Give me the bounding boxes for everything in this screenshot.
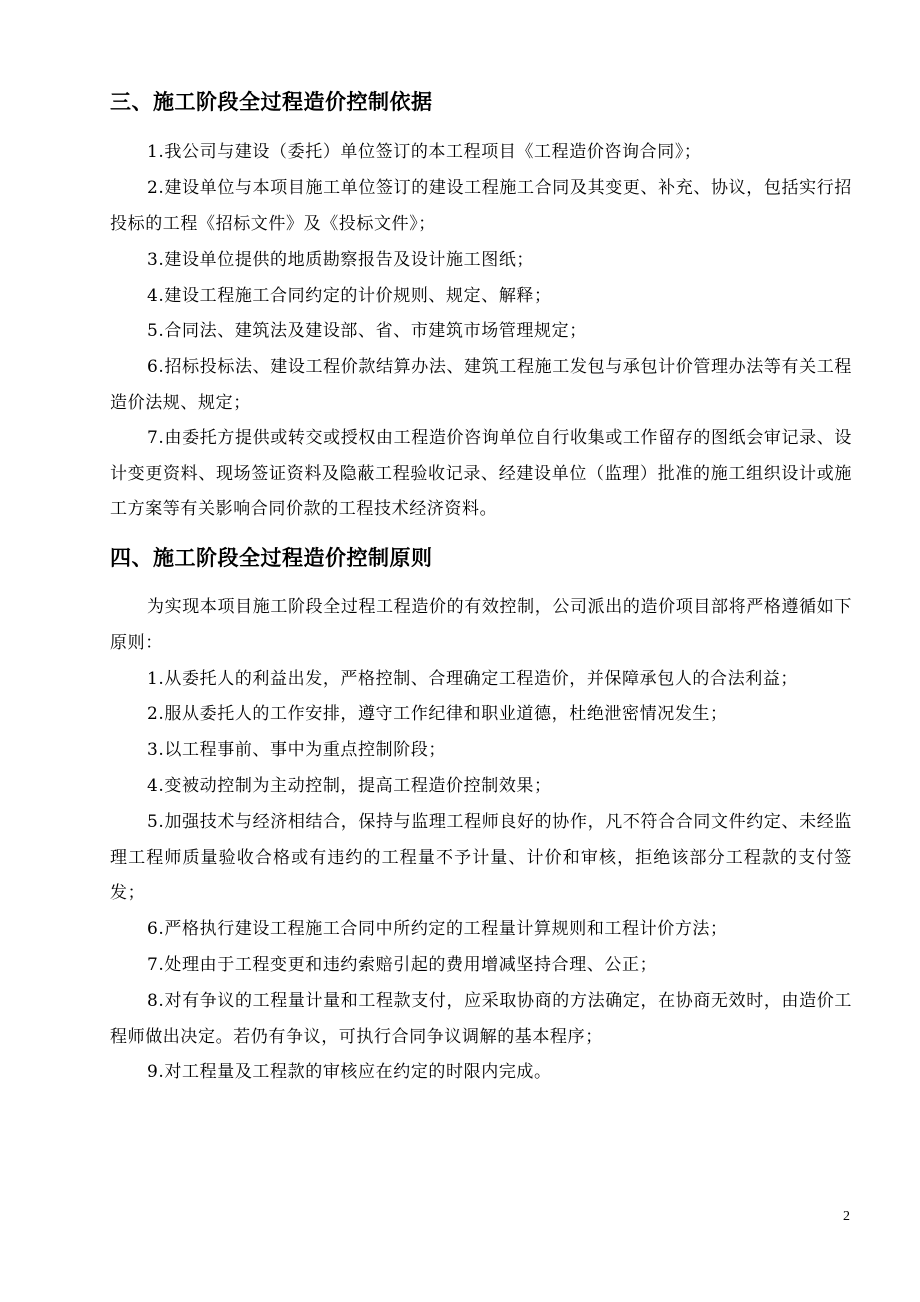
section-4-item-3: 3.以工程事前、事中为重点控制阶段； (147, 740, 447, 760)
section-3-item-6: 6.招标投标法、建设工程价款结算办法、建筑工程施工发包与承包计价管理办法等有关工程造价法规、规定； (110, 357, 852, 413)
section-3-item-7: 7.由委托方提供或转交或授权由工程造价咨询单位自行收集或工作留存的图纸会审记录、设计变更资料、现场签证资料及隐蔽工程验收记录、经建设单位（监理）批准的施工组织设计或施工方案等有关影响合同价款的工程技术经济资料。 (110, 428, 852, 519)
section-4-heading: 四、施工阶段全过程造价控制原则 (110, 546, 433, 570)
section-3-item-3: 3.建设单位提供的地质勘察报告及设计施工图纸； (147, 250, 535, 270)
section-4-item-9: 9.对工程量及工程款的审核应在约定的时限内完成。 (147, 1062, 552, 1082)
section-3-item-4: 4.建设工程施工合同约定的计价规则、规定、解释； (147, 286, 552, 306)
section-4-item-8: 8.对有争议的工程量计量和工程款支付，应采取协商的方法确定，在协商无效时，由造价工程师做出决定。若仍有争议，可执行合同争议调解的基本程序； (110, 991, 852, 1047)
section-3-item-2: 2.建设单位与本项目施工单位签订的建设工程施工合同及其变更、补充、协议，包括实行招投标的工程《招标文件》及《投标文件》； (110, 178, 852, 234)
section-4-item-5: 5.加强技术与经济相结合，保持与监理工程师良好的协作，凡不符合合同文件约定、未经监理工程师质量验收合格或有违约的工程量不予计量、计价和审核，拒绝该部分工程款的支付签发； (110, 812, 852, 903)
page-number: 2 (843, 1209, 850, 1224)
section-4-item-4: 4.变被动控制为主动控制，提高工程造价控制效果； (147, 776, 552, 796)
section-4-item-2: 2.服从委托人的工作安排，遵守工作纪律和职业道德，杜绝泄密情况发生； (147, 704, 728, 724)
section-3-heading: 三、施工阶段全过程造价控制依据 (110, 90, 433, 114)
section-3-item-1: 1.我公司与建设（委托）单位签订的本工程项目《工程造价咨询合同》； (147, 142, 702, 162)
section-4-item-7: 7.处理由于工程变更和违约索赔引起的费用增减坚持合理、公正； (147, 955, 658, 975)
section-4-intro: 为实现本项目施工阶段全过程工程造价的有效控制，公司派出的造价项目部将严格遵循如下原则： (110, 597, 852, 653)
section-3-item-5: 5.合同法、建筑法及建设部、省、市建筑市场管理规定； (147, 321, 587, 341)
section-4-item-1: 1.从委托人的利益出发，严格控制、合理确定工程造价，并保障承包人的合法利益； (147, 669, 799, 689)
section-4-item-6: 6.严格执行建设工程施工合同中所约定的工程量计算规则和工程计价方法； (147, 919, 728, 939)
